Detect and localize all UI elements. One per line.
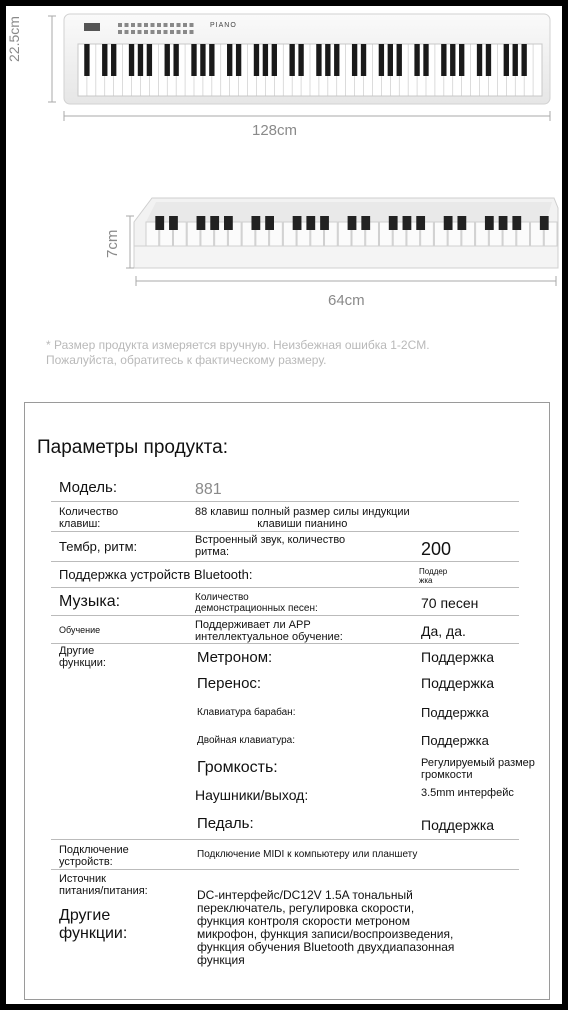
piano-side-illustration [6,186,562,316]
black-key [521,44,526,76]
panel-button [164,23,168,27]
spec-box [24,402,550,1000]
side-black-key [293,216,302,230]
bt-value [419,567,447,585]
tone-value [195,534,345,558]
keys-label [59,506,118,530]
other2-value-line4: микрофон, функция записи/воспроизведения, [197,927,454,941]
black-key [513,44,518,76]
black-key [459,44,464,76]
pedal-label: Педаль: [197,815,254,832]
music-sub [195,592,318,614]
panel-button [190,30,194,34]
side-black-key [389,216,398,230]
power-label [59,873,148,897]
other2-value-line2: переключатель, регулировка скорости, [197,901,415,915]
pedal-value: Поддержка [421,817,495,833]
other2-value [197,889,454,967]
keys-label-line1: Количество [59,506,119,518]
black-key [227,44,232,76]
black-key [379,44,384,76]
black-key [423,44,428,76]
side-black-key [485,216,494,230]
power-label-line2: питания/питания: [59,885,148,897]
black-key [165,44,170,76]
power-label-line1: Источник [59,873,106,885]
dual-label: Двойная клавиатура: [197,735,296,746]
dual-value: Поддержка [421,733,489,748]
volume-value-line1: Регулируемый размер [421,757,535,769]
other-label-line2: функции: [59,657,106,669]
row-divider [51,561,519,562]
side-black-key [403,216,412,230]
keys-value-line1: 88 клавиш полный размер силы индукции [195,506,410,518]
black-key [289,44,294,76]
black-key [111,44,116,76]
side-black-key [320,216,329,230]
tone-number: 200 [421,539,452,559]
black-key [486,44,491,76]
black-key [325,44,330,76]
spec-title: Параметры продукта: [37,437,229,458]
metronome-label: Метроном: [197,649,273,666]
panel-button [131,23,135,27]
panel-button [190,23,194,27]
side-height-label: 7cm [104,229,121,258]
other2-label-line2: функции: [59,925,128,942]
black-key [450,44,455,76]
panel-button [170,23,174,27]
black-key [84,44,89,76]
panel-button [157,23,161,27]
side-black-key [361,216,370,230]
side-black-key [224,216,233,230]
side-black-key [155,216,164,230]
other-label [59,645,106,669]
transpose-value: Поддержка [421,675,495,691]
side-black-key [265,216,274,230]
black-key [352,44,357,76]
black-key [316,44,321,76]
keys-value [195,506,410,530]
tone-label: Тембр, ритм: [59,539,138,554]
side-black-key [540,216,549,230]
black-key [209,44,214,76]
metronome-value: Поддержка [421,649,495,665]
black-key [191,44,196,76]
black-key [477,44,482,76]
tone-value-line1: Встроенный звук, количество [195,534,346,546]
connect-label-line1: Подключение [59,844,129,856]
model-label: Модель: [59,479,118,496]
black-key [388,44,393,76]
size-note-line2: Пожалуйста, обратитесь к фактическому размеру. [46,353,327,367]
bt-label: Поддержка устройств Bluetooth: [59,567,253,582]
black-key [102,44,107,76]
panel-button [164,30,168,34]
black-key [173,44,178,76]
black-key [236,44,241,76]
panel-button [138,23,142,27]
row-divider [51,587,519,588]
row-divider [51,869,519,870]
learn-value: Да, да. [421,623,466,639]
panel-button [118,30,122,34]
panel-button [118,23,122,27]
row-divider [51,839,519,840]
transpose-label: Перенос: [197,675,262,692]
panel-button [183,30,187,34]
learn-sub-line1: Поддерживает ли APP [195,619,311,631]
side-black-key [457,216,466,230]
black-key [263,44,268,76]
black-key [129,44,134,76]
bt-value-line2: жка [419,576,433,585]
music-value: 70 песен [421,595,479,611]
side-width-label: 64cm [328,292,365,309]
side-black-key [306,216,315,230]
black-key [272,44,277,76]
piano-top-view [6,6,562,146]
panel-button [125,30,129,34]
learn-label: Обучение [59,625,101,635]
panel-button [157,30,161,34]
row-divider [51,615,519,616]
bt-value-line1: Поддер [419,567,448,576]
black-key [361,44,366,76]
side-black-key [251,216,260,230]
black-key [441,44,446,76]
music-sub-line2: демонстрационных песен: [195,603,318,614]
black-key [414,44,419,76]
size-note [46,338,546,368]
black-key [138,44,143,76]
panel-button [183,23,187,27]
other2-value-line5: функция обучения Bluetooth двухдиапазонная [197,940,455,954]
panel-button [177,23,181,27]
volume-value [421,757,535,781]
row-divider [51,643,519,644]
other2-label [59,907,127,943]
drum-label: Клавиатура барабан: [197,707,296,718]
connect-label [59,844,129,868]
black-key [200,44,205,76]
black-key [397,44,402,76]
side-black-key [512,216,521,230]
black-key [298,44,303,76]
side-black-key [499,216,508,230]
other-label-line1: Другие [59,645,95,657]
other2-value-line3: функция контроля скорости метроном [197,914,410,928]
side-black-key [444,216,453,230]
black-key [334,44,339,76]
panel-button [131,30,135,34]
side-black-key [197,216,206,230]
panel-button [151,30,155,34]
panel-button [177,30,181,34]
volume-value-line2: громкости [421,769,473,781]
side-black-key [348,216,357,230]
panel-button [144,30,148,34]
keys-value-line2: клавиши пианино [257,518,348,530]
keys-label-line2: клавиш: [59,518,101,530]
panel-button [170,30,174,34]
panel-button [144,23,148,27]
learn-sub [195,619,343,643]
drum-value: Поддержка [421,705,489,720]
top-width-label: 128cm [252,122,298,139]
other2-value-line1: DC-интерфейс/DC12V 1.5A тональный [197,888,413,902]
connect-label-line2: устройств: [59,856,113,868]
black-key [147,44,152,76]
row-divider [51,501,519,502]
row-divider [51,531,519,532]
black-key [504,44,509,76]
panel-button [138,30,142,34]
other2-label-line1: Другие [59,907,111,924]
top-height-label: 22.5cm [6,16,22,62]
headphones-label: Наушники/выход: [195,787,309,803]
tone-value-line2: ритма: [195,546,230,558]
brand-label: PIANO [210,22,237,29]
music-sub-line1: Количество [195,592,249,603]
product-image [6,6,562,1004]
connect-value: Подключение MIDI к компьютеру или планшету [197,849,418,860]
size-note-line1: * Размер продукта измеряется вручную. Неизбежная ошибка 1-2CM. [46,338,430,352]
learn-sub-line2: интеллектуальное обучение: [195,631,343,643]
side-black-key [169,216,178,230]
piano-side-view [6,186,562,316]
music-label: Музыка: [59,593,121,610]
headphones-value: 3.5mm интерфейс [421,787,514,799]
other2-value-line6: функция [197,953,245,967]
panel-button [125,23,129,27]
volume-label: Громкость: [197,759,278,776]
side-black-key [210,216,219,230]
black-key [254,44,259,76]
side-black-key [416,216,425,230]
panel-button [151,23,155,27]
model-value: 881 [195,481,222,498]
